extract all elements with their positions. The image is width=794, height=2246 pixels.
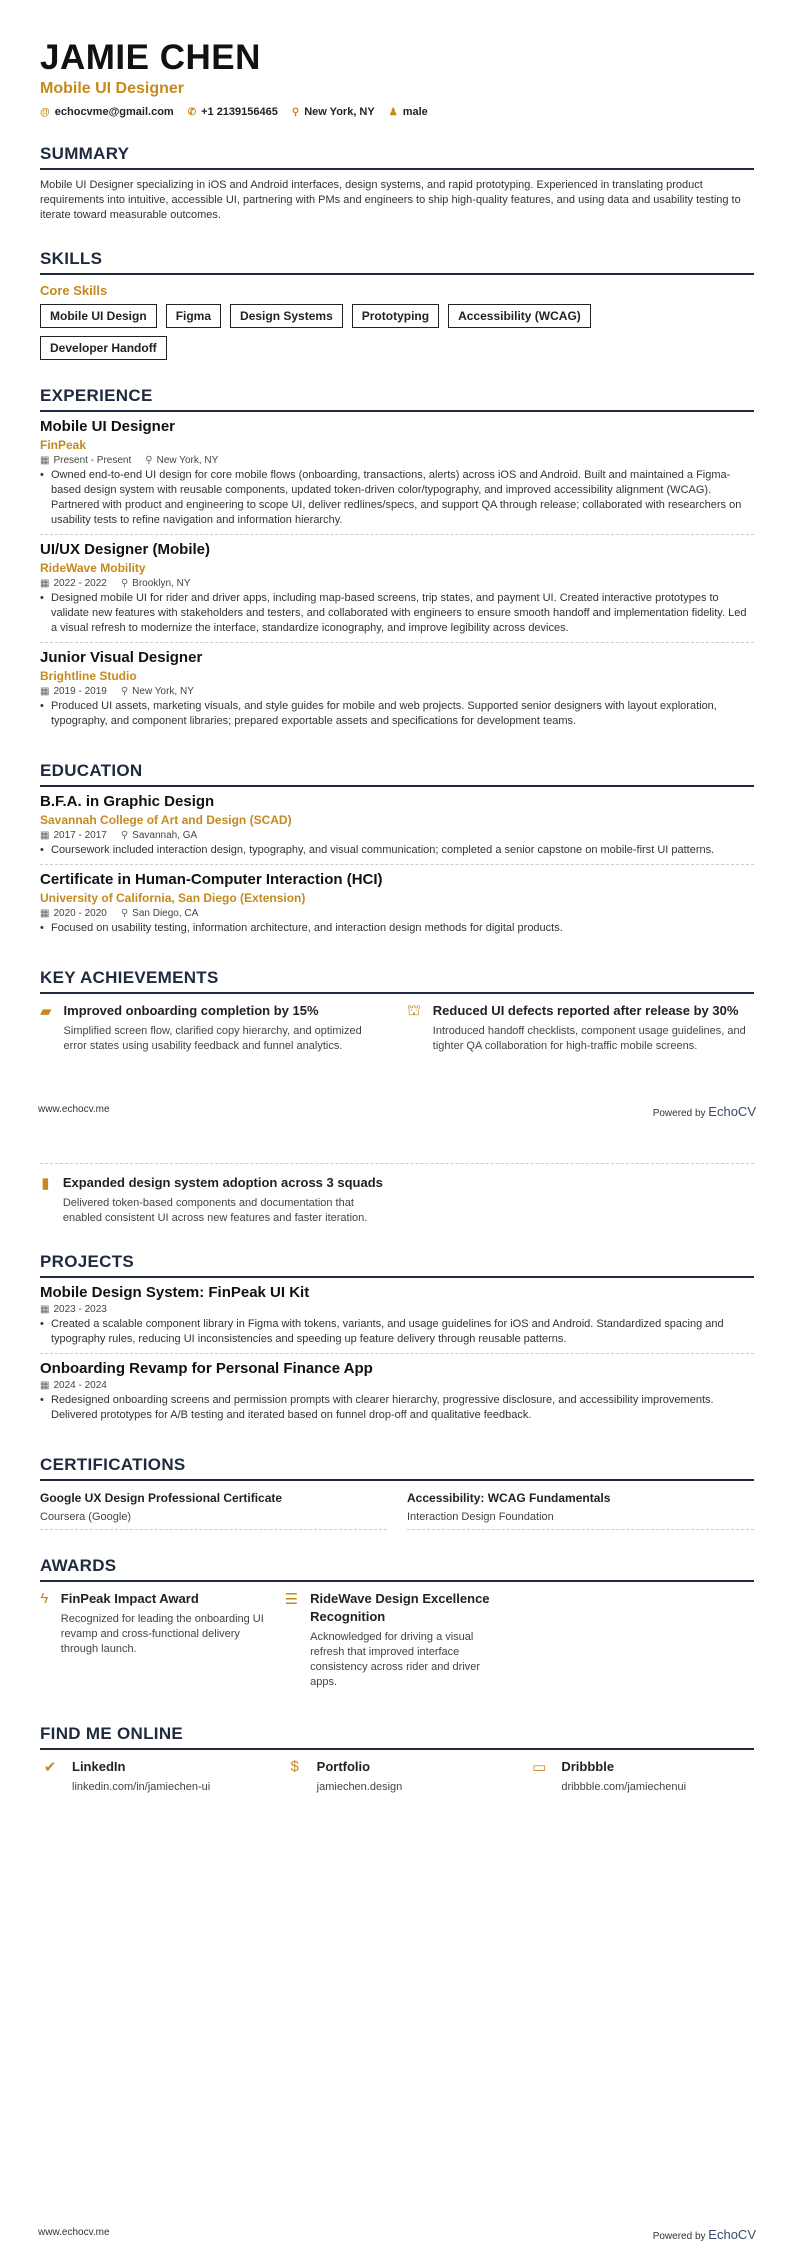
- online-item: [529, 1758, 754, 1803]
- contact-row: [40, 106, 754, 118]
- section-heading: AWARDS: [40, 1556, 754, 1582]
- bullet: • Focused on usability testing, information architecture, and interaction design methods for digital products.: [40, 921, 754, 936]
- company: FinPeak: [40, 438, 87, 452]
- at-icon: @: [40, 107, 50, 118]
- online-url[interactable]: jamiechen.design: [316, 1781, 403, 1793]
- location-icon: ⚲: [120, 686, 129, 697]
- skill-group-label: Core Skills: [40, 283, 108, 298]
- page-footer: [38, 1104, 756, 1119]
- award-item: [40, 1590, 265, 1698]
- gender: male: [402, 106, 428, 118]
- footer-brand[interactable]: EchoCV: [708, 1104, 756, 1119]
- page-footer: [38, 2227, 756, 2242]
- job-title: Junior Visual Designer: [40, 649, 203, 666]
- online-item: [285, 1758, 510, 1803]
- phone-icon: ✆: [187, 107, 197, 118]
- bullet: • Created a scalable component library in Figma with tokens, variants, and usage guidelines for iOS and Android. Standardized spacing and typography rules, reducing UI inconsistencies and speeding up feature delivery through reusable patterns.: [40, 1317, 754, 1347]
- job-title: Mobile UI Designer: [40, 418, 176, 435]
- location-icon: ⚲: [145, 455, 153, 466]
- online-item: [40, 1758, 265, 1803]
- achievement-item: [407, 1002, 754, 1062]
- bank-icon: ⛫: [407, 1002, 421, 1019]
- calendar-icon: ▦: [40, 686, 50, 697]
- calendar-icon: ▦: [40, 1380, 50, 1391]
- online-section: [40, 1724, 754, 1803]
- dates: Present - Present: [53, 455, 132, 466]
- section-heading: CERTIFICATIONS: [40, 1455, 754, 1481]
- section-heading: SKILLS: [40, 249, 754, 275]
- online-label: Dribbble: [561, 1759, 615, 1774]
- calendar-icon: ▦: [40, 578, 50, 589]
- awards-section: [40, 1556, 754, 1698]
- person-icon: ♟: [388, 107, 398, 118]
- experience-section: [40, 386, 754, 735]
- skill-tag: Developer Handoff: [40, 336, 167, 360]
- calendar-icon: ▦: [40, 1304, 50, 1315]
- resume-page-2: [40, 1163, 754, 1803]
- education-item: [40, 787, 754, 865]
- candidate-title: Mobile UI Designer: [40, 80, 185, 97]
- achievement-title: Improved onboarding completion by 15%: [63, 1003, 319, 1018]
- award-title: RideWave Design Excellence Recognition: [310, 1591, 490, 1624]
- skill-tag: Figma: [166, 304, 221, 328]
- degree: B.F.A. in Graphic Design: [40, 793, 215, 810]
- achievement-item: [40, 1174, 387, 1234]
- footer-brand[interactable]: EchoCV: [708, 2227, 756, 2242]
- award-item: [285, 1590, 510, 1698]
- award-text: Acknowledged for driving a visual refresh that improved interface consistency across rider and driver apps.: [310, 1631, 481, 1688]
- bullet: • Owned end-to-end UI design for core mobile flows (onboarding, transactions, alerts) across iOS and Android. Built and maintained a Figma-based design system with reusable components, updated token-driven color/typography, and improved accessibility alignment (WCAG). Partnered with product and engineering to scope UI, deliver redlines/specs, and support QA through release; collaborated with researchers on usability tests to refine navigation and information hierarchy.: [40, 468, 754, 528]
- school: Savannah College of Art and Design (SCAD): [40, 813, 292, 827]
- experience-item: [40, 643, 754, 735]
- location-icon: ⚲: [120, 908, 129, 919]
- file-dollar-icon: $: [290, 1758, 299, 1775]
- award-title: FinPeak Impact Award: [60, 1591, 199, 1606]
- location-icon: ⚲: [291, 107, 300, 118]
- dates: 2017 - 2017: [53, 830, 107, 841]
- achievement-title: Reduced UI defects reported after release by 30%: [432, 1003, 739, 1018]
- achievement-item: [40, 1002, 387, 1062]
- footer-site[interactable]: www.echocv.me: [38, 1104, 110, 1115]
- section-heading: FIND ME ONLINE: [40, 1724, 754, 1750]
- experience-item: [40, 535, 754, 643]
- dates: 2019 - 2019: [53, 686, 107, 697]
- location: New York, NY: [156, 455, 219, 466]
- certification-item: [407, 1489, 754, 1530]
- dates: 2024 - 2024: [53, 1380, 107, 1391]
- certification-item: [40, 1489, 387, 1530]
- bar-chart-icon: ▮: [41, 1175, 50, 1192]
- resume-page-1: [40, 38, 754, 1062]
- location-icon: ⚲: [120, 830, 129, 841]
- location: Savannah, GA: [132, 830, 198, 841]
- phone[interactable]: +1 2139156465: [201, 106, 278, 118]
- education-section: [40, 761, 754, 942]
- achievement-text: Simplified screen flow, clarified copy hierarchy, and optimized error states using usability feedback and funnel analytics.: [63, 1025, 362, 1052]
- skills-section: [40, 249, 754, 360]
- section-heading: SUMMARY: [40, 144, 754, 170]
- cert-issuer: Interaction Design Foundation: [407, 1511, 754, 1530]
- achievements-section: [40, 968, 754, 1062]
- comment-icon: ▰: [40, 1003, 52, 1020]
- section-heading: EXPERIENCE: [40, 386, 754, 412]
- achievement-text: Introduced handoff checklists, component usage guidelines, and tighter QA collaboration for high-traffic mobile screens.: [432, 1025, 746, 1052]
- calendar-icon: ▦: [40, 455, 50, 466]
- online-label: LinkedIn: [72, 1759, 126, 1774]
- location: Brooklyn, NY: [132, 578, 191, 589]
- education-item: [40, 865, 754, 942]
- skill-tag: Prototyping: [352, 304, 439, 328]
- projects-section: [40, 1252, 754, 1429]
- location-icon: ⚲: [120, 578, 129, 589]
- skill-tag: Design Systems: [230, 304, 343, 328]
- calendar-icon: ▦: [40, 830, 50, 841]
- project-title: Onboarding Revamp for Personal Finance App: [40, 1360, 373, 1377]
- footer-powered: Powered by: [652, 2231, 706, 2242]
- school: University of California, San Diego (Extension): [40, 891, 306, 905]
- project-item: [40, 1354, 754, 1429]
- experience-item: [40, 412, 754, 535]
- job-title: UI/UX Designer (Mobile): [40, 541, 211, 558]
- dates: 2023 - 2023: [53, 1304, 107, 1315]
- calendar-icon: ▦: [40, 908, 50, 919]
- skill-tag: Accessibility (WCAG): [448, 304, 591, 328]
- award-text: Recognized for leading the onboarding UI revamp and cross-functional delivery through launch.: [60, 1613, 264, 1655]
- project-title: Mobile Design System: FinPeak UI Kit: [40, 1284, 310, 1301]
- project-item: [40, 1278, 754, 1354]
- section-heading: EDUCATION: [40, 761, 754, 787]
- location: San Diego, CA: [132, 908, 199, 919]
- candidate-name: JAMIE CHEN: [40, 38, 261, 77]
- summary-section: [40, 144, 754, 223]
- section-heading: KEY ACHIEVEMENTS: [40, 968, 754, 994]
- list-icon: ☰: [284, 1591, 299, 1608]
- degree: Certificate in Human-Computer Interaction (HCI): [40, 871, 383, 888]
- certifications-section: [40, 1455, 754, 1530]
- location: New York, NY: [132, 686, 194, 697]
- achievement-text: Delivered token-based components and documentation that enabled consistent UI across new features and faster iteration.: [62, 1197, 368, 1224]
- company: RideWave Mobility: [40, 561, 146, 575]
- email[interactable]: echocvme@gmail.com: [54, 106, 174, 118]
- dates: 2022 - 2022: [53, 578, 107, 589]
- summary-text: Mobile UI Designer specializing in iOS and Android interfaces, design systems, and rapid prototyping. Experienced in translating product requirements into intuitive, accessible UI, partnering with PMs and engineers to ship high-quality features, and using data and usability testing to iterate toward measurable outcomes.: [40, 179, 741, 221]
- online-url[interactable]: linkedin.com/in/jamiechen-ui: [72, 1781, 211, 1793]
- cert-name: Accessibility: WCAG Fundamentals: [407, 1491, 611, 1505]
- online-url[interactable]: dribbble.com/jamiechenui: [561, 1781, 687, 1793]
- company: Brightline Studio: [40, 669, 137, 683]
- bullet: • Coursework included interaction design, typography, and visual communication; completed a senior capstone on mobile-first UI patterns.: [40, 843, 754, 858]
- cert-name: Google UX Design Professional Certificate: [40, 1491, 283, 1505]
- dates: 2020 - 2020: [53, 908, 107, 919]
- battery-icon: ▭: [532, 1759, 547, 1776]
- bullet: • Redesigned onboarding screens and permission prompts with clearer hierarchy, progressive disclosure, and accessibility improvements. Delivered prototypes for A/B testing and iterated based on funnel drop-off and qualitative feedback.: [40, 1393, 754, 1423]
- bullet: • Produced UI assets, marketing visuals, and style guides for mobile and web projects. Supported senior designers with layout exploration, typography, and component libraries; prepared exportable assets and specifications for development teams.: [40, 699, 754, 729]
- bolt-icon: ϟ: [40, 1590, 49, 1607]
- check-badge-icon: ✔: [43, 1759, 57, 1776]
- cert-issuer: Coursera (Google): [40, 1511, 387, 1530]
- location: New York, NY: [304, 106, 375, 118]
- footer-powered: Powered by: [652, 1108, 706, 1119]
- online-label: Portfolio: [316, 1759, 371, 1774]
- footer-site[interactable]: www.echocv.me: [38, 2227, 110, 2238]
- skill-tag: Mobile UI Design: [40, 304, 157, 328]
- section-heading: PROJECTS: [40, 1252, 754, 1278]
- achievement-title: Expanded design system adoption across 3 squads: [62, 1175, 383, 1190]
- bullet: • Designed mobile UI for rider and driver apps, including map-based screens, trip states, and payment UI. Created interactive prototypes to validate new features with stakeholders and testers, and collaborated with engineers to ensure smooth handoff and implementation fidelity. Led a visual refresh to modernize the interface, standardize iconography, and improve legibility across devices.: [40, 591, 754, 636]
